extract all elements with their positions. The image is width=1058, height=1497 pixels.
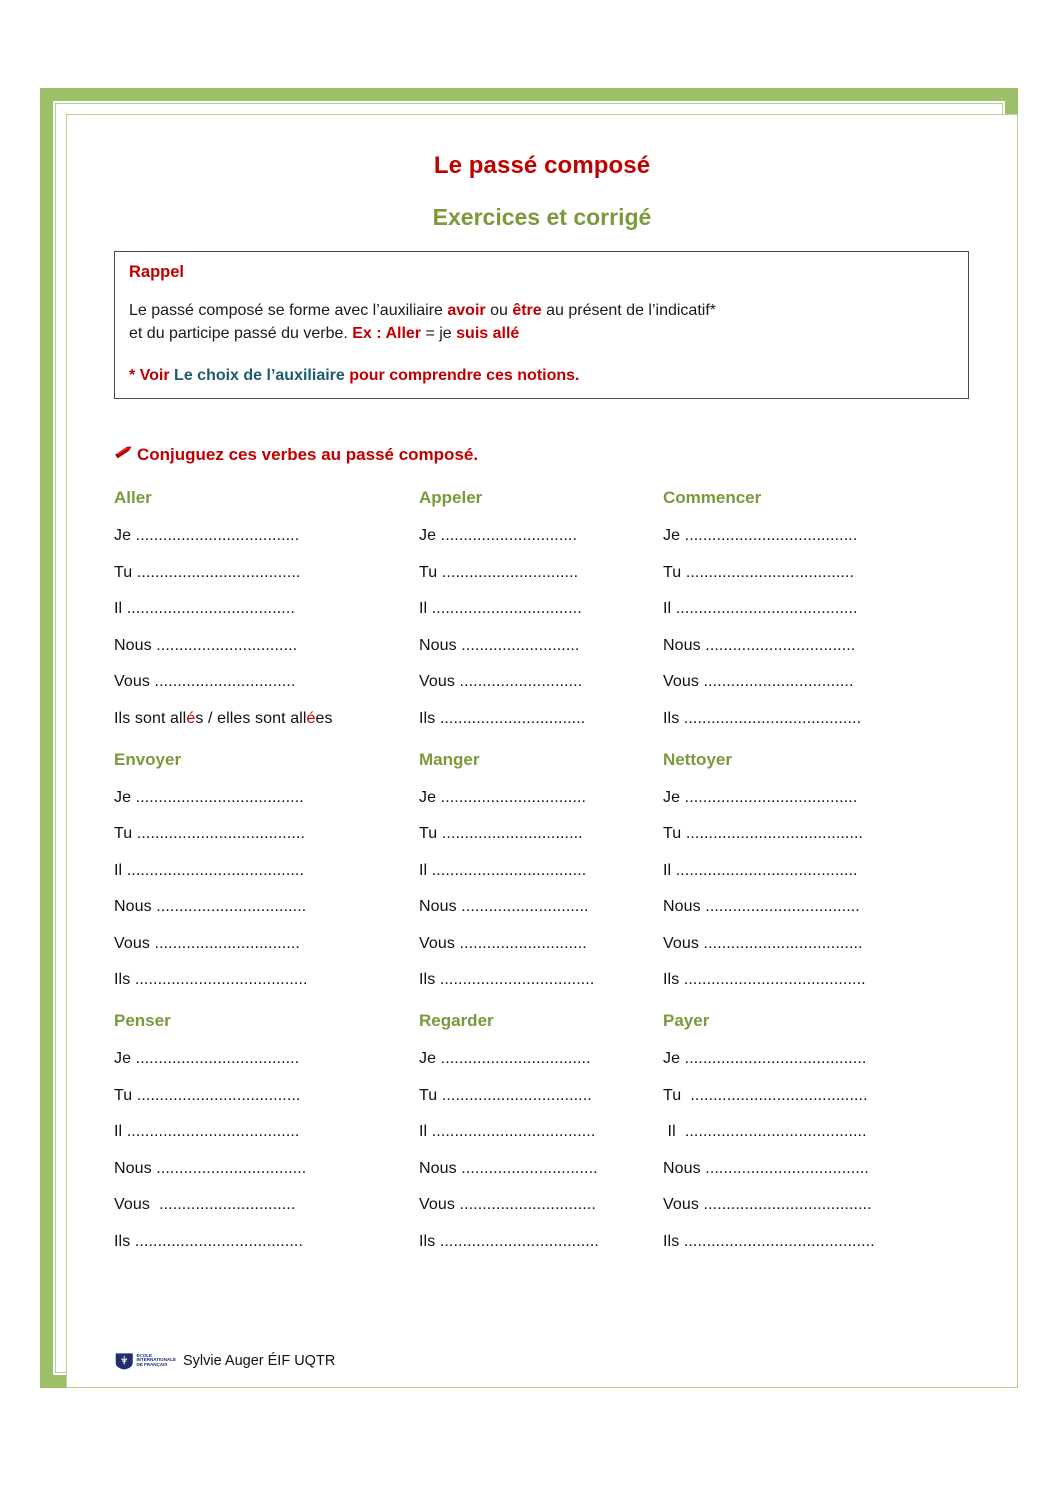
verb-line[interactable]: Il ........................................ bbox=[663, 861, 858, 879]
verb-line[interactable]: Je ...................................... bbox=[663, 527, 858, 545]
verb-title: Appeler bbox=[419, 488, 483, 508]
rappel-bold-suis-alle: suis allé bbox=[456, 324, 520, 342]
verb-line[interactable]: Tu .................................... bbox=[114, 563, 301, 581]
instruction-row bbox=[114, 443, 1017, 466]
page-content bbox=[66, 114, 1018, 1388]
verb-line[interactable]: Nous .......................... bbox=[419, 636, 580, 654]
verb-line[interactable]: Ils ................................ bbox=[419, 709, 586, 727]
page-subtitle: Exercices et corrigé bbox=[432, 204, 652, 230]
verb-column-commencer bbox=[663, 488, 997, 728]
verb-line[interactable]: Je ...................................... bbox=[663, 788, 858, 806]
rappel-note-suffix: pour comprendre ces notions. bbox=[344, 367, 580, 385]
pencil-icon bbox=[114, 443, 134, 466]
verb-line[interactable]: Ils .................................. bbox=[419, 971, 595, 989]
rappel-body-line-1 bbox=[129, 300, 954, 323]
verb-line[interactable]: Il ...................................... bbox=[114, 1123, 300, 1141]
verb-column-nettoyer bbox=[663, 750, 997, 990]
logo-line-2: INTERNATIONALE bbox=[136, 1357, 176, 1363]
verb-line[interactable]: Vous ............................... bbox=[114, 673, 296, 691]
verb-block-1 bbox=[114, 488, 1017, 728]
verb-title: Manger bbox=[419, 749, 480, 769]
rappel-text-1: Le passé composé se forme avec l’auxiliaire bbox=[129, 302, 448, 319]
verb-column-appeler bbox=[419, 488, 663, 728]
verb-line[interactable]: Ils ...................................... bbox=[114, 971, 308, 989]
instruction-text: Conjuguez ces verbes au passé composé. bbox=[137, 444, 479, 464]
verb-line[interactable]: Tu ............................... bbox=[419, 825, 583, 843]
verb-line[interactable]: Il .................................... bbox=[419, 1123, 596, 1141]
verb-line[interactable]: Il ................................. bbox=[419, 600, 582, 618]
verb-line[interactable]: Vous ..................................... bbox=[663, 1196, 872, 1214]
verb-line[interactable]: Je ................................. bbox=[419, 1050, 591, 1068]
verb-column-envoyer bbox=[114, 750, 419, 990]
rappel-note-link[interactable]: Le choix de l’auxiliaire bbox=[174, 367, 345, 385]
rappel-body-line-2 bbox=[129, 323, 954, 346]
verb-line[interactable]: Nous ............................... bbox=[114, 636, 298, 654]
footer bbox=[114, 1349, 335, 1372]
eif-uqtr-logo-icon bbox=[114, 1349, 176, 1372]
verb-block-3 bbox=[114, 1011, 1017, 1251]
answer-accent: é bbox=[186, 709, 196, 727]
rappel-text-3: au présent de l’indicatif* bbox=[541, 302, 716, 319]
verb-line[interactable]: Nous .................................. bbox=[663, 898, 860, 916]
verb-title: Penser bbox=[114, 1011, 171, 1031]
verb-line[interactable]: Nous ................................. bbox=[114, 1159, 307, 1177]
verb-line[interactable]: Ils ........................................ bbox=[663, 971, 866, 989]
verb-line[interactable]: Je .................................... bbox=[114, 527, 300, 545]
page-title: Le passé composé bbox=[433, 152, 651, 179]
verb-column-penser bbox=[114, 1011, 419, 1251]
verb-line[interactable]: Tu ....................................... bbox=[663, 825, 864, 843]
verb-line[interactable]: Nous .................................... bbox=[663, 1159, 869, 1177]
rappel-bold-etre: être bbox=[512, 302, 542, 319]
answer-post: es bbox=[315, 709, 333, 727]
verb-line[interactable]: Vous ............................ bbox=[419, 934, 587, 952]
verb-title: Regarder bbox=[419, 1011, 494, 1031]
verb-line[interactable]: Tu ................................. bbox=[419, 1086, 592, 1104]
verb-line[interactable]: Tu ..................................... bbox=[663, 563, 854, 581]
verb-line[interactable]: Je .............................. bbox=[419, 527, 578, 545]
rappel-bold-avoir: avoir bbox=[447, 302, 486, 319]
verb-line[interactable]: Il ........................................ bbox=[663, 600, 858, 618]
verb-line[interactable]: Tu .............................. bbox=[419, 563, 579, 581]
logo-line-1: ÉCOLE bbox=[136, 1352, 153, 1358]
rappel-note bbox=[129, 367, 954, 385]
verb-line[interactable]: Je ........................................ bbox=[663, 1050, 867, 1068]
verb-line[interactable]: Il ....................................... bbox=[114, 861, 305, 879]
verb-line[interactable]: Je ................................ bbox=[419, 788, 587, 806]
verb-line[interactable]: Vous ................................. bbox=[663, 673, 854, 691]
verb-column-manger bbox=[419, 750, 663, 990]
rappel-heading: Rappel bbox=[129, 263, 185, 281]
rappel-box bbox=[114, 251, 969, 399]
verb-line[interactable]: Ils ................................... bbox=[419, 1232, 599, 1250]
rappel-text-2: ou bbox=[485, 302, 513, 319]
verb-line[interactable]: Vous ................................... bbox=[663, 934, 863, 952]
verb-line[interactable]: Je .................................... bbox=[114, 1050, 300, 1068]
verb-line[interactable]: Tu .................................... bbox=[114, 1086, 301, 1104]
verb-column-payer bbox=[663, 1011, 997, 1251]
verb-title: Commencer bbox=[663, 488, 762, 508]
rappel-bold-example: Ex : Aller bbox=[352, 324, 422, 342]
verb-line-answer[interactable] bbox=[114, 710, 419, 728]
verb-line[interactable]: Ils .......................................... bbox=[663, 1232, 875, 1250]
verb-line[interactable]: Vous ................................ bbox=[114, 934, 300, 952]
verb-title: Envoyer bbox=[114, 749, 182, 769]
rappel-body bbox=[129, 300, 954, 345]
logo-line-3: DE FRANÇAIS bbox=[136, 1361, 168, 1367]
verb-line[interactable]: Nous ............................ bbox=[419, 898, 589, 916]
verb-line[interactable]: Nous ................................. bbox=[663, 636, 856, 654]
answer-mid: s / elles sont all bbox=[195, 709, 307, 727]
verb-line[interactable]: Vous ........................... bbox=[419, 673, 583, 691]
verb-line[interactable]: Il .................................. bbox=[419, 861, 587, 879]
verb-title: Nettoyer bbox=[663, 749, 732, 769]
page-frame bbox=[40, 88, 1018, 1388]
verb-block-2 bbox=[114, 750, 1017, 990]
verb-line[interactable]: Je ..................................... bbox=[114, 788, 304, 806]
verb-line[interactable]: Il ..................................... bbox=[114, 600, 295, 618]
logo-wordmark bbox=[136, 1354, 176, 1368]
verb-line[interactable]: Nous .............................. bbox=[419, 1159, 598, 1177]
verb-line[interactable]: Ils ....................................... bbox=[663, 709, 862, 727]
verb-line[interactable]: Ils ..................................... bbox=[114, 1232, 304, 1250]
verb-column-regarder bbox=[419, 1011, 663, 1251]
verb-title: Payer bbox=[663, 1011, 710, 1031]
rappel-text-5: = je bbox=[421, 324, 457, 342]
answer-pre: Ils sont all bbox=[114, 709, 187, 727]
verb-column-aller bbox=[114, 488, 419, 728]
verb-line[interactable]: Il ........................................ bbox=[663, 1123, 867, 1141]
verb-line[interactable]: Vous .............................. bbox=[419, 1196, 596, 1214]
verb-line[interactable]: Vous .............................. bbox=[114, 1196, 296, 1214]
verb-line[interactable]: Nous ................................. bbox=[114, 898, 307, 916]
verb-title: Aller bbox=[114, 488, 152, 508]
verb-line[interactable]: Tu ....................................... bbox=[663, 1086, 868, 1104]
footer-author: Sylvie Auger ÉIF UQTR bbox=[183, 1352, 336, 1369]
verb-line[interactable]: Tu ..................................... bbox=[114, 825, 305, 843]
rappel-text-4: et du participe passé du verbe. bbox=[129, 324, 353, 342]
rappel-note-prefix: * Voir bbox=[129, 367, 175, 385]
answer-accent: é bbox=[306, 709, 316, 727]
